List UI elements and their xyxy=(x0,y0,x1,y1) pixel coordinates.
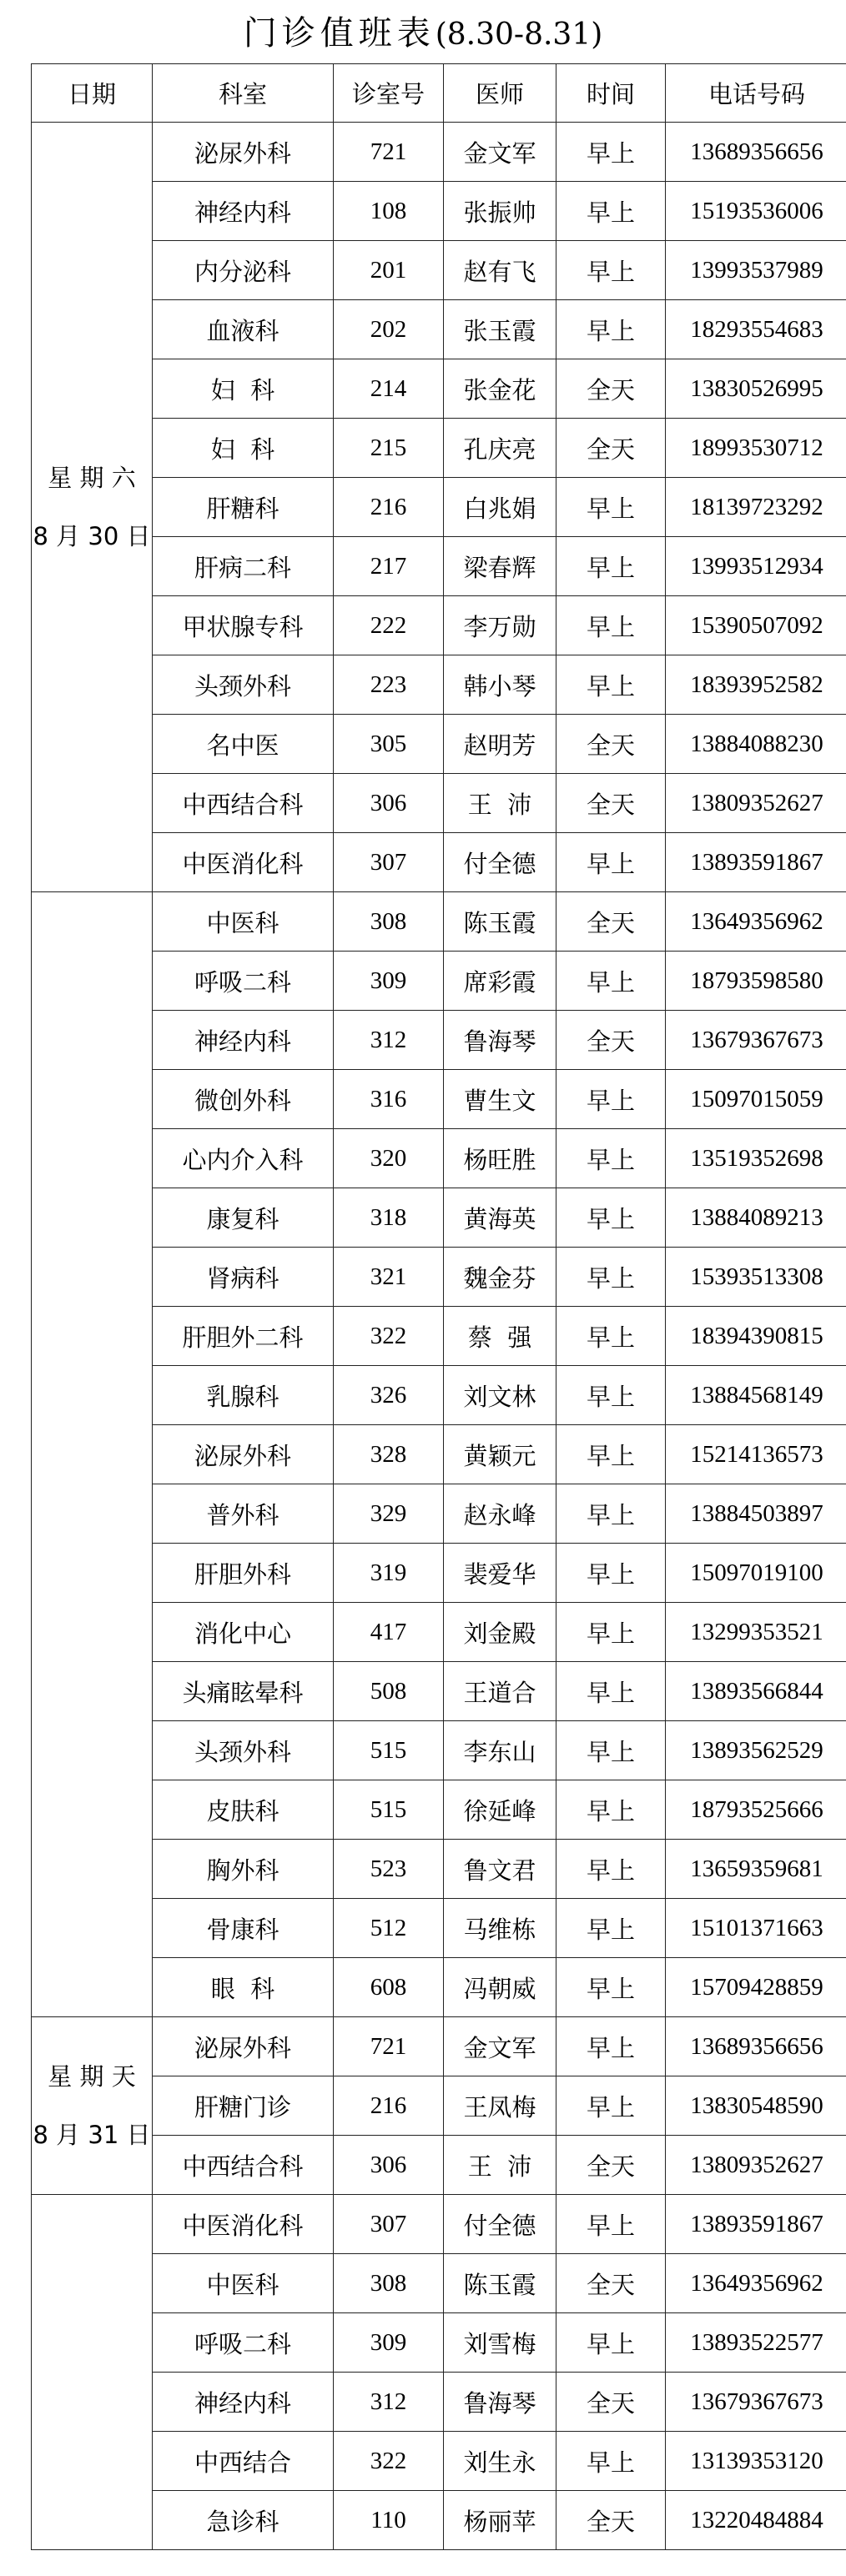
phone-cell: 13893591867 xyxy=(666,833,846,892)
room-cell: 326 xyxy=(334,1366,444,1425)
time-cell: 早上 xyxy=(556,1603,666,1662)
doctor-cell: 裴爱华 xyxy=(444,1544,556,1603)
room-cell: 305 xyxy=(334,715,444,774)
phone-cell: 13659359681 xyxy=(666,1840,846,1899)
department-cell: 神经内科 xyxy=(153,2373,334,2432)
table-row xyxy=(32,419,846,478)
date-cell xyxy=(32,123,153,892)
phone-cell: 15097015059 xyxy=(666,1070,846,1129)
time-cell: 全天 xyxy=(556,715,666,774)
table-row xyxy=(32,241,846,300)
phone-cell: 13884568149 xyxy=(666,1366,846,1425)
table-row xyxy=(32,1899,846,1958)
time-cell: 早上 xyxy=(556,1129,666,1188)
doctor-cell: 张金花 xyxy=(444,359,556,419)
time-cell: 早上 xyxy=(556,1070,666,1129)
time-cell: 早上 xyxy=(556,1721,666,1780)
phone-cell: 18293554683 xyxy=(666,300,846,359)
phone-cell: 15709428859 xyxy=(666,1958,846,2017)
table-row xyxy=(32,2491,846,2550)
department-cell: 呼吸二科 xyxy=(153,952,334,1011)
table-row xyxy=(32,2195,846,2254)
room-cell: 322 xyxy=(334,2432,444,2491)
room-cell: 306 xyxy=(334,774,444,833)
time-cell: 早上 xyxy=(556,952,666,1011)
room-cell: 202 xyxy=(334,300,444,359)
time-cell: 全天 xyxy=(556,892,666,952)
phone-cell: 13689356656 xyxy=(666,123,846,182)
time-cell: 早上 xyxy=(556,537,666,596)
phone-cell: 13830526995 xyxy=(666,359,846,419)
doctor-cell: 陈玉霞 xyxy=(444,2254,556,2313)
title-date-range: (8.30-8.31) xyxy=(435,18,603,52)
phone-cell: 13884089213 xyxy=(666,1188,846,1248)
department-cell: 内分泌科 xyxy=(153,241,334,300)
date-cell xyxy=(32,892,153,2017)
date-label: 8 月 31 日 xyxy=(33,2121,151,2149)
room-cell: 417 xyxy=(334,1603,444,1662)
department-cell: 甲状腺专科 xyxy=(153,596,334,655)
time-cell: 全天 xyxy=(556,2254,666,2313)
room-cell: 308 xyxy=(334,2254,444,2313)
department-cell: 妇 科 xyxy=(153,419,334,478)
phone-cell: 13809352627 xyxy=(666,2136,846,2195)
department-cell: 头颈外科 xyxy=(153,655,334,715)
table-row xyxy=(32,2017,846,2076)
time-cell: 早上 xyxy=(556,1425,666,1484)
department-cell: 微创外科 xyxy=(153,1070,334,1129)
header-department: 科室 xyxy=(153,64,334,123)
phone-cell: 13830548590 xyxy=(666,2076,846,2136)
room-cell: 721 xyxy=(334,123,444,182)
doctor-cell: 赵有飞 xyxy=(444,241,556,300)
table-row xyxy=(32,300,846,359)
department-cell: 乳腺科 xyxy=(153,1366,334,1425)
weekday-label: 星 期 天 xyxy=(48,2062,136,2091)
room-cell: 515 xyxy=(334,1780,444,1840)
room-cell: 222 xyxy=(334,596,444,655)
time-cell: 早上 xyxy=(556,1307,666,1366)
department-cell: 肾病科 xyxy=(153,1248,334,1307)
department-cell: 皮肤科 xyxy=(153,1780,334,1840)
doctor-cell: 黄颖元 xyxy=(444,1425,556,1484)
header-time: 时间 xyxy=(556,64,666,123)
time-cell: 早上 xyxy=(556,1188,666,1248)
time-cell: 早上 xyxy=(556,2313,666,2373)
table-row xyxy=(32,2313,846,2373)
department-cell: 急诊科 xyxy=(153,2491,334,2550)
time-cell: 早上 xyxy=(556,478,666,537)
table-row xyxy=(32,1070,846,1129)
doctor-cell: 王凤梅 xyxy=(444,2076,556,2136)
table-row xyxy=(32,182,846,241)
doctor-cell: 鲁文君 xyxy=(444,1840,556,1899)
time-cell: 早上 xyxy=(556,300,666,359)
department-cell: 肝胆外二科 xyxy=(153,1307,334,1366)
table-row xyxy=(32,537,846,596)
room-cell: 309 xyxy=(334,2313,444,2373)
table-row xyxy=(32,1484,846,1544)
department-cell: 胸外科 xyxy=(153,1840,334,1899)
time-cell: 全天 xyxy=(556,2491,666,2550)
date-cell xyxy=(32,2195,153,2550)
header-room: 诊室号 xyxy=(334,64,444,123)
department-cell: 泌尿外科 xyxy=(153,1425,334,1484)
doctor-cell: 刘文林 xyxy=(444,1366,556,1425)
phone-cell: 13893591867 xyxy=(666,2195,846,2254)
time-cell: 早上 xyxy=(556,1780,666,1840)
phone-cell: 13649356962 xyxy=(666,2254,846,2313)
doctor-cell: 金文军 xyxy=(444,2017,556,2076)
room-cell: 319 xyxy=(334,1544,444,1603)
table-row xyxy=(32,1840,846,1899)
room-cell: 312 xyxy=(334,1011,444,1070)
phone-cell: 15214136573 xyxy=(666,1425,846,1484)
department-cell: 头颈外科 xyxy=(153,1721,334,1780)
phone-cell: 13139353120 xyxy=(666,2432,846,2491)
date-cell xyxy=(32,2017,153,2195)
department-cell: 肝糖科 xyxy=(153,478,334,537)
time-cell: 全天 xyxy=(556,359,666,419)
department-cell: 普外科 xyxy=(153,1484,334,1544)
phone-cell: 18139723292 xyxy=(666,478,846,537)
table-row xyxy=(32,478,846,537)
phone-cell: 13884088230 xyxy=(666,715,846,774)
department-cell: 心内介入科 xyxy=(153,1129,334,1188)
header-doctor: 医师 xyxy=(444,64,556,123)
time-cell: 全天 xyxy=(556,419,666,478)
table-row xyxy=(32,1425,846,1484)
room-cell: 322 xyxy=(334,1307,444,1366)
duty-schedule-table xyxy=(31,63,846,2550)
table-row xyxy=(32,2254,846,2313)
room-cell: 721 xyxy=(334,2017,444,2076)
room-cell: 201 xyxy=(334,241,444,300)
time-cell: 全天 xyxy=(556,2373,666,2432)
date-label: 8 月 30 日 xyxy=(33,522,151,550)
department-cell: 中西结合科 xyxy=(153,774,334,833)
room-cell: 523 xyxy=(334,1840,444,1899)
room-cell: 307 xyxy=(334,833,444,892)
room-cell: 215 xyxy=(334,419,444,478)
table-row xyxy=(32,1603,846,1662)
phone-cell: 13893566844 xyxy=(666,1662,846,1721)
phone-cell: 15393513308 xyxy=(666,1248,846,1307)
time-cell: 早上 xyxy=(556,1544,666,1603)
room-cell: 309 xyxy=(334,952,444,1011)
table-row xyxy=(32,1958,846,2017)
table-row xyxy=(32,596,846,655)
department-cell: 肝胆外科 xyxy=(153,1544,334,1603)
department-cell: 妇 科 xyxy=(153,359,334,419)
doctor-cell: 曹生文 xyxy=(444,1070,556,1129)
doctor-cell: 张玉霞 xyxy=(444,300,556,359)
time-cell: 早上 xyxy=(556,1958,666,2017)
room-cell: 316 xyxy=(334,1070,444,1129)
department-cell: 呼吸二科 xyxy=(153,2313,334,2373)
doctor-cell: 赵明芳 xyxy=(444,715,556,774)
phone-cell: 15101371663 xyxy=(666,1899,846,1958)
department-cell: 神经内科 xyxy=(153,182,334,241)
room-cell: 512 xyxy=(334,1899,444,1958)
table-row xyxy=(32,1721,846,1780)
time-cell: 早上 xyxy=(556,1899,666,1958)
doctor-cell: 蔡 强 xyxy=(444,1307,556,1366)
department-cell: 消化中心 xyxy=(153,1603,334,1662)
doctor-cell: 鲁海琴 xyxy=(444,1011,556,1070)
phone-cell: 15390507092 xyxy=(666,596,846,655)
table-row xyxy=(32,2373,846,2432)
table-row xyxy=(32,833,846,892)
page-title xyxy=(0,8,846,58)
time-cell: 早上 xyxy=(556,596,666,655)
doctor-cell: 金文军 xyxy=(444,123,556,182)
room-cell: 321 xyxy=(334,1248,444,1307)
doctor-cell: 王 沛 xyxy=(444,774,556,833)
table-row xyxy=(32,1662,846,1721)
table-row xyxy=(32,1307,846,1366)
doctor-cell: 付全德 xyxy=(444,2195,556,2254)
phone-cell: 15193536006 xyxy=(666,182,846,241)
time-cell: 早上 xyxy=(556,833,666,892)
doctor-cell: 魏金芬 xyxy=(444,1248,556,1307)
room-cell: 223 xyxy=(334,655,444,715)
phone-cell: 13299353521 xyxy=(666,1603,846,1662)
doctor-cell: 刘生永 xyxy=(444,2432,556,2491)
phone-cell: 18393952582 xyxy=(666,655,846,715)
room-cell: 608 xyxy=(334,1958,444,2017)
phone-cell: 13519352698 xyxy=(666,1129,846,1188)
doctor-cell: 鲁海琴 xyxy=(444,2373,556,2432)
phone-cell: 13679367673 xyxy=(666,1011,846,1070)
room-cell: 312 xyxy=(334,2373,444,2432)
department-cell: 骨康科 xyxy=(153,1899,334,1958)
phone-cell: 18793525666 xyxy=(666,1780,846,1840)
department-cell: 中医消化科 xyxy=(153,2195,334,2254)
table-row xyxy=(32,1780,846,1840)
title-text: 门诊值班表 xyxy=(243,14,436,53)
room-cell: 110 xyxy=(334,2491,444,2550)
doctor-cell: 刘雪梅 xyxy=(444,2313,556,2373)
department-cell: 名中医 xyxy=(153,715,334,774)
phone-cell: 15097019100 xyxy=(666,1544,846,1603)
weekday-label: 星 期 六 xyxy=(48,464,136,492)
room-cell: 328 xyxy=(334,1425,444,1484)
table-row xyxy=(32,1188,846,1248)
table-row xyxy=(32,1011,846,1070)
table-row xyxy=(32,123,846,182)
room-cell: 329 xyxy=(334,1484,444,1544)
time-cell: 早上 xyxy=(556,655,666,715)
department-cell: 康复科 xyxy=(153,1188,334,1248)
department-cell: 血液科 xyxy=(153,300,334,359)
phone-cell: 13993537989 xyxy=(666,241,846,300)
time-cell: 早上 xyxy=(556,2017,666,2076)
department-cell: 头痛眩晕科 xyxy=(153,1662,334,1721)
room-cell: 320 xyxy=(334,1129,444,1188)
phone-cell: 13893562529 xyxy=(666,1721,846,1780)
department-cell: 中医科 xyxy=(153,892,334,952)
doctor-cell: 王道合 xyxy=(444,1662,556,1721)
department-cell: 中医科 xyxy=(153,2254,334,2313)
room-cell: 318 xyxy=(334,1188,444,1248)
phone-cell: 13220484884 xyxy=(666,2491,846,2550)
time-cell: 早上 xyxy=(556,1248,666,1307)
time-cell: 早上 xyxy=(556,241,666,300)
room-cell: 216 xyxy=(334,2076,444,2136)
doctor-cell: 杨旺胜 xyxy=(444,1129,556,1188)
header-date: 日期 xyxy=(32,64,153,123)
room-cell: 508 xyxy=(334,1662,444,1721)
department-cell: 泌尿外科 xyxy=(153,123,334,182)
phone-cell: 18394390815 xyxy=(666,1307,846,1366)
table-row xyxy=(32,1366,846,1425)
doctor-cell: 梁春辉 xyxy=(444,537,556,596)
table-row xyxy=(32,715,846,774)
department-cell: 肝病二科 xyxy=(153,537,334,596)
doctor-cell: 杨丽苹 xyxy=(444,2491,556,2550)
department-cell: 中西结合科 xyxy=(153,2136,334,2195)
room-cell: 216 xyxy=(334,478,444,537)
phone-cell: 13809352627 xyxy=(666,774,846,833)
doctor-cell: 王 沛 xyxy=(444,2136,556,2195)
time-cell: 早上 xyxy=(556,1484,666,1544)
doctor-cell: 陈玉霞 xyxy=(444,892,556,952)
doctor-cell: 黄海英 xyxy=(444,1188,556,1248)
phone-cell: 13689356656 xyxy=(666,2017,846,2076)
table-row xyxy=(32,655,846,715)
room-cell: 214 xyxy=(334,359,444,419)
time-cell: 早上 xyxy=(556,182,666,241)
department-cell: 中医消化科 xyxy=(153,833,334,892)
doctor-cell: 马维栋 xyxy=(444,1899,556,1958)
header-row xyxy=(32,64,846,123)
time-cell: 早上 xyxy=(556,1840,666,1899)
table-row xyxy=(32,952,846,1011)
room-cell: 217 xyxy=(334,537,444,596)
time-cell: 早上 xyxy=(556,2076,666,2136)
table-row xyxy=(32,359,846,419)
department-cell: 神经内科 xyxy=(153,1011,334,1070)
department-cell: 泌尿外科 xyxy=(153,2017,334,2076)
room-cell: 108 xyxy=(334,182,444,241)
doctor-cell: 付全德 xyxy=(444,833,556,892)
doctor-cell: 孔庆亮 xyxy=(444,419,556,478)
department-cell: 中西结合 xyxy=(153,2432,334,2491)
time-cell: 全天 xyxy=(556,774,666,833)
time-cell: 早上 xyxy=(556,123,666,182)
doctor-cell: 张振帅 xyxy=(444,182,556,241)
doctor-cell: 席彩霞 xyxy=(444,952,556,1011)
table-row xyxy=(32,1248,846,1307)
phone-cell: 13993512934 xyxy=(666,537,846,596)
phone-cell: 13884503897 xyxy=(666,1484,846,1544)
doctor-cell: 冯朝威 xyxy=(444,1958,556,2017)
time-cell: 早上 xyxy=(556,1662,666,1721)
table-row xyxy=(32,2076,846,2136)
doctor-cell: 李万勋 xyxy=(444,596,556,655)
phone-cell: 18993530712 xyxy=(666,419,846,478)
doctor-cell: 李东山 xyxy=(444,1721,556,1780)
phone-cell: 13893522577 xyxy=(666,2313,846,2373)
doctor-cell: 韩小琴 xyxy=(444,655,556,715)
doctor-cell: 白兆娟 xyxy=(444,478,556,537)
doctor-cell: 徐延峰 xyxy=(444,1780,556,1840)
room-cell: 308 xyxy=(334,892,444,952)
table-row xyxy=(32,1544,846,1603)
room-cell: 306 xyxy=(334,2136,444,2195)
time-cell: 全天 xyxy=(556,2136,666,2195)
time-cell: 全天 xyxy=(556,1011,666,1070)
table-row xyxy=(32,1129,846,1188)
time-cell: 早上 xyxy=(556,1366,666,1425)
schedule-body xyxy=(32,123,846,2550)
phone-cell: 13649356962 xyxy=(666,892,846,952)
table-row xyxy=(32,2432,846,2491)
header-phone: 电话号码 xyxy=(666,64,846,123)
phone-cell: 18793598580 xyxy=(666,952,846,1011)
time-cell: 早上 xyxy=(556,2432,666,2491)
doctor-cell: 刘金殿 xyxy=(444,1603,556,1662)
phone-cell: 13679367673 xyxy=(666,2373,846,2432)
department-cell: 眼 科 xyxy=(153,1958,334,2017)
table-row xyxy=(32,774,846,833)
doctor-cell: 赵永峰 xyxy=(444,1484,556,1544)
table-row xyxy=(32,2136,846,2195)
room-cell: 307 xyxy=(334,2195,444,2254)
department-cell: 肝糖门诊 xyxy=(153,2076,334,2136)
time-cell: 早上 xyxy=(556,2195,666,2254)
room-cell: 515 xyxy=(334,1721,444,1780)
table-row xyxy=(32,892,846,952)
